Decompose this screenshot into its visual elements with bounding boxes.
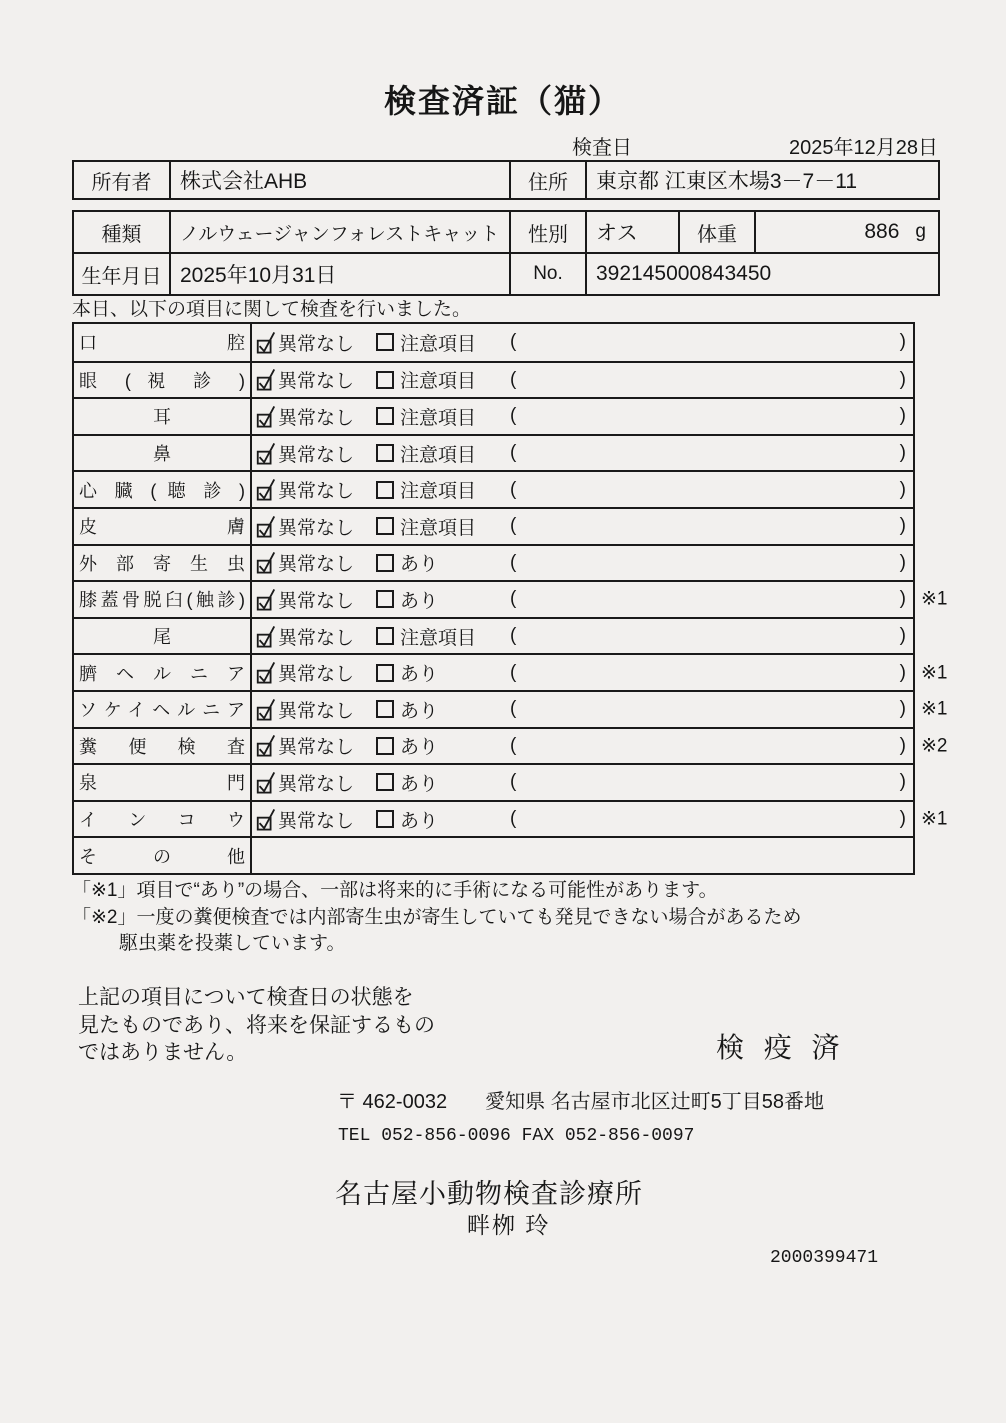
- birth-value: 2025年10月31日: [171, 254, 511, 294]
- note-paren-open: (: [510, 442, 517, 464]
- table-row: [74, 836, 913, 873]
- disclaimer-line-3: ではありません。: [78, 1041, 248, 1064]
- option-label: あり: [400, 810, 439, 832]
- address-label: 住所: [511, 162, 587, 198]
- unchecked-checkbox-icon[interactable]: [376, 481, 394, 499]
- note-paren-open: (: [510, 588, 517, 610]
- unchecked-checkbox-icon[interactable]: [376, 590, 394, 608]
- item-label: 膝蓋骨脱臼(触診): [79, 590, 245, 611]
- number-label: No.: [511, 254, 587, 294]
- item-cell: [74, 324, 252, 361]
- item-label: 糞 便 検 査: [79, 736, 245, 757]
- item-cell: [74, 765, 252, 800]
- number-value: 392145000843450: [596, 262, 772, 285]
- clinic-address: 愛知県 名古屋市北区辻町5丁目58番地: [485, 1091, 825, 1113]
- item-label: 口 腔: [79, 333, 245, 354]
- clinic-name: 名古屋小動物検査診療所: [335, 1179, 643, 1209]
- result-cell: [252, 765, 913, 800]
- table-row: [74, 324, 913, 361]
- footnote-2-continued: 駆虫薬を投薬しています。: [119, 933, 346, 954]
- footnote-2: 「※2」一度の糞便検査では内部寄生虫が寄生していても発見できない場合があるため: [72, 906, 802, 928]
- item-cell: [74, 363, 252, 398]
- item-cell: [74, 436, 252, 471]
- note-paren-close: ): [899, 625, 906, 647]
- item-label: イ ン コ ウ: [79, 810, 245, 831]
- checked-checkbox-icon[interactable]: [255, 697, 277, 722]
- table-row: [74, 690, 948, 727]
- table-row: [74, 544, 913, 581]
- option-label: 注意項目: [400, 444, 477, 466]
- weight-label: 体重: [680, 212, 756, 252]
- note-paren-open: (: [510, 808, 517, 830]
- disclaimer: [78, 984, 435, 1067]
- item-label: 皮 膚: [79, 517, 245, 538]
- option-label: 異常なし: [278, 627, 355, 649]
- item-label: 外 部 寄 生 虫: [79, 553, 245, 574]
- weight-cell: [756, 212, 938, 252]
- footnote-marker: ※1: [921, 662, 948, 684]
- breed-value: ノルウェージャンフォレストキャット: [171, 212, 511, 252]
- unchecked-checkbox-icon[interactable]: [376, 810, 394, 828]
- option-label: 異常なし: [278, 810, 355, 832]
- checked-checkbox-icon[interactable]: [255, 624, 277, 649]
- item-label: 眼 ( 視 診 ): [79, 370, 245, 391]
- result-cell: [252, 838, 913, 873]
- option-label: 異常なし: [278, 517, 355, 539]
- note-paren-close: ): [899, 551, 906, 573]
- note-paren-open: (: [510, 625, 517, 647]
- sex-value: オス: [587, 212, 680, 252]
- item-cell: [74, 582, 252, 617]
- result-cell: [252, 399, 913, 434]
- checked-checkbox-icon[interactable]: [255, 404, 277, 429]
- table-row: [74, 617, 913, 654]
- unchecked-checkbox-icon[interactable]: [376, 371, 394, 389]
- option-label: 注意項目: [400, 333, 477, 355]
- weight-value: 886: [864, 220, 900, 243]
- item-label: 尾: [153, 627, 171, 648]
- owner-table: [72, 160, 940, 200]
- table-row: [74, 800, 948, 837]
- owner-label: 所有者: [74, 162, 171, 198]
- clinic-address-line: [337, 1085, 824, 1114]
- footnote-marker: ※1: [921, 588, 948, 610]
- table-row: [74, 653, 948, 690]
- option-label: 異常なし: [278, 333, 355, 355]
- result-cell: [252, 692, 913, 727]
- unchecked-checkbox-icon[interactable]: [376, 554, 394, 572]
- serial-number: 2000399471: [770, 1248, 879, 1268]
- option-label: 異常なし: [278, 737, 355, 759]
- unchecked-checkbox-icon[interactable]: [376, 517, 394, 535]
- note-paren-open: (: [510, 478, 517, 500]
- item-label: 鼻: [153, 444, 171, 465]
- page-title: 検査済証（猫）: [383, 83, 622, 119]
- checked-checkbox-icon[interactable]: [255, 587, 277, 612]
- postal-code: 〒 462-0032: [337, 1091, 448, 1113]
- note-paren-close: ): [899, 442, 906, 464]
- note-paren-close: ): [899, 588, 906, 610]
- table-row: [74, 470, 913, 507]
- option-label: 異常なし: [278, 444, 355, 466]
- table-row: [74, 434, 913, 471]
- checked-checkbox-icon[interactable]: [255, 441, 277, 466]
- unchecked-checkbox-icon[interactable]: [376, 444, 394, 462]
- note-paren-open: (: [510, 698, 517, 720]
- footnote-marker: ※1: [921, 808, 948, 830]
- unchecked-checkbox-icon[interactable]: [376, 737, 394, 755]
- item-cell: [74, 692, 252, 727]
- option-label: 異常なし: [278, 407, 355, 429]
- table-row: [74, 361, 913, 398]
- checked-checkbox-icon[interactable]: [255, 330, 277, 355]
- option-label: 異常なし: [278, 554, 355, 576]
- checked-checkbox-icon[interactable]: [255, 770, 277, 795]
- option-label: 注意項目: [400, 517, 477, 539]
- note-paren-close: ): [899, 698, 906, 720]
- option-label: 異常なし: [278, 590, 355, 612]
- note-paren-close: ): [899, 808, 906, 830]
- footnote-1: 「※1」項目で“あり”の場合、一部は将来的に手術になる可能性があります。: [72, 880, 718, 901]
- item-cell: [74, 472, 252, 507]
- option-label: 異常なし: [278, 371, 355, 393]
- birth-label: 生年月日: [74, 254, 171, 294]
- unchecked-checkbox-icon[interactable]: [376, 407, 394, 425]
- item-cell: [74, 729, 252, 764]
- item-cell: [74, 655, 252, 690]
- result-cell: [252, 472, 913, 507]
- item-cell: [74, 399, 252, 434]
- option-label: 注意項目: [400, 627, 477, 649]
- weight-unit: g: [915, 221, 926, 242]
- item-label: 心 臓 ( 聴 診 ): [79, 480, 245, 501]
- unchecked-checkbox-icon[interactable]: [376, 773, 394, 791]
- pet-table: [72, 210, 940, 296]
- checked-checkbox-icon[interactable]: [255, 514, 277, 539]
- note-paren-close: ): [899, 368, 906, 390]
- note-paren-open: (: [510, 661, 517, 683]
- note-paren-open: (: [510, 551, 517, 573]
- intro-text: 本日、以下の項目に関して検査を行いました。: [72, 299, 472, 320]
- unchecked-checkbox-icon[interactable]: [376, 333, 394, 351]
- note-paren-open: (: [510, 405, 517, 427]
- option-label: あり: [400, 700, 439, 722]
- note-paren-open: (: [510, 515, 517, 537]
- checked-checkbox-icon[interactable]: [255, 660, 277, 685]
- pet-table-row-1: [74, 212, 938, 252]
- option-label: 異常なし: [278, 664, 355, 686]
- item-cell: [74, 838, 252, 873]
- option-label: あり: [400, 554, 439, 576]
- quarantine-stamp: 検 疫 済: [716, 1032, 846, 1063]
- result-cell: [252, 619, 913, 654]
- item-cell: [74, 509, 252, 544]
- unchecked-checkbox-icon[interactable]: [376, 627, 394, 645]
- pet-table-row-2: [74, 252, 938, 294]
- note-paren-open: (: [510, 331, 517, 353]
- note-paren-close: ): [899, 771, 906, 793]
- item-cell: [74, 546, 252, 581]
- result-cell: [252, 729, 913, 764]
- table-row: [74, 397, 913, 434]
- result-cell: [252, 655, 913, 690]
- result-cell: [252, 802, 913, 837]
- result-cell: [252, 436, 913, 471]
- note-paren-close: ): [899, 661, 906, 683]
- owner-value: 株式会社AHB: [171, 162, 511, 198]
- result-cell: [252, 509, 913, 544]
- footnote-marker: ※2: [921, 735, 948, 757]
- inspection-date-label: 検査日: [572, 137, 632, 159]
- note-paren-open: (: [510, 734, 517, 756]
- item-label: 耳: [153, 407, 171, 428]
- table-row: [74, 727, 948, 764]
- item-label: 臍 ヘ ル ニ ア: [79, 663, 245, 684]
- item-label: ソケイヘルニア: [79, 700, 245, 721]
- footnotes: [72, 878, 802, 958]
- result-cell: [252, 582, 913, 617]
- option-label: あり: [400, 664, 439, 686]
- item-label: そ の 他: [79, 846, 245, 867]
- checklist-table: [72, 322, 948, 875]
- inspection-date-value: 2025年12月28日: [789, 137, 938, 159]
- option-label: 注意項目: [400, 407, 477, 429]
- unchecked-checkbox-icon[interactable]: [376, 664, 394, 682]
- unchecked-checkbox-icon[interactable]: [376, 700, 394, 718]
- result-cell: [252, 324, 913, 361]
- note-paren-close: ): [899, 515, 906, 537]
- option-label: 注意項目: [400, 371, 477, 393]
- footnote-marker: ※1: [921, 698, 948, 720]
- address-value: 東京都 江東区木場3－7－11: [596, 170, 857, 193]
- veterinarian-name: 畔栁 玲: [467, 1212, 551, 1238]
- disclaimer-line-1: 上記の項目について検査日の状態を: [78, 986, 414, 1009]
- option-label: あり: [400, 590, 439, 612]
- note-paren-open: (: [510, 368, 517, 390]
- table-row: [74, 763, 913, 800]
- clinic-tel-fax: TEL 052-856-0096 FAX 052-856-0097: [338, 1126, 695, 1146]
- option-label: 異常なし: [278, 773, 355, 795]
- item-label: 泉 門: [79, 773, 245, 794]
- note-paren-close: ): [899, 331, 906, 353]
- breed-label: 種類: [74, 212, 171, 252]
- option-label: 異常なし: [278, 700, 355, 722]
- note-paren-close: ): [899, 405, 906, 427]
- result-cell: [252, 363, 913, 398]
- checked-checkbox-icon[interactable]: [255, 807, 277, 832]
- note-paren-close: ): [899, 478, 906, 500]
- result-cell: [252, 546, 913, 581]
- note-paren-close: ): [899, 734, 906, 756]
- option-label: あり: [400, 737, 439, 759]
- item-cell: [74, 619, 252, 654]
- checked-checkbox-icon[interactable]: [255, 477, 277, 502]
- sex-label: 性別: [511, 212, 587, 252]
- checked-checkbox-icon[interactable]: [255, 733, 277, 758]
- item-cell: [74, 802, 252, 837]
- table-row: [74, 580, 948, 617]
- disclaimer-line-2: 見たものであり、将来を保証するもの: [78, 1013, 435, 1037]
- checked-checkbox-icon[interactable]: [255, 550, 277, 575]
- option-label: 注意項目: [400, 481, 477, 503]
- option-label: あり: [400, 773, 439, 795]
- table-row: [74, 507, 913, 544]
- option-label: 異常なし: [278, 481, 355, 503]
- note-paren-open: (: [510, 771, 517, 793]
- checked-checkbox-icon[interactable]: [255, 367, 277, 392]
